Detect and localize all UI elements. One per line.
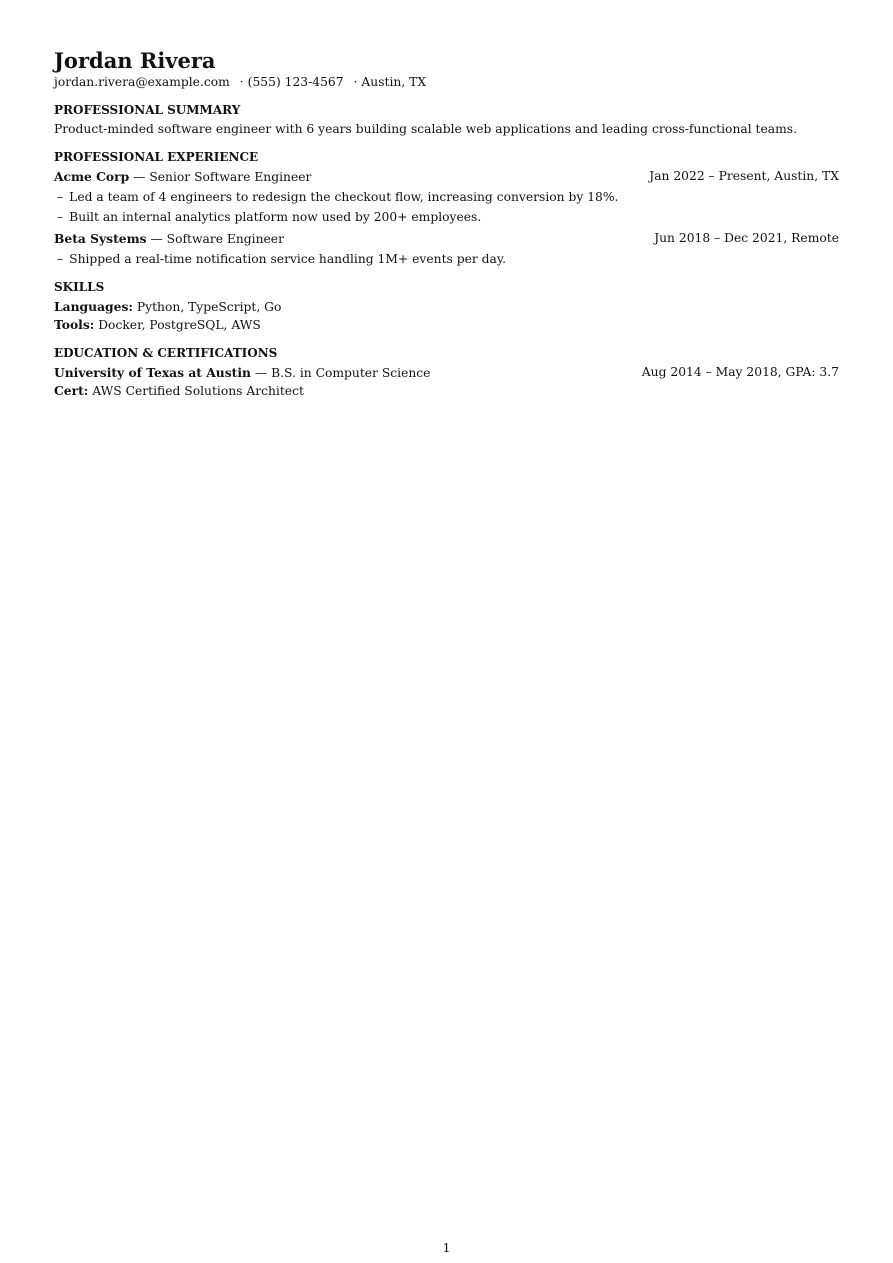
job-dates: Jan 2022 – Present, Austin, TX [649,169,839,183]
job-title-line [54,230,284,248]
job-bullet [54,209,839,226]
skills-languages [54,298,839,316]
job-title-line [54,168,311,186]
contact-separator: · [353,75,358,89]
skills-tools [54,316,839,334]
job-role: — Senior Software Engineer [129,170,312,184]
skills-heading: SKILLS [54,280,105,294]
contact-phone: (555) 123-4567 [247,75,344,89]
education-title-line [54,364,430,382]
certification-line [54,382,839,400]
bullet-text: Led a team of 4 engineers to redesign the checkout flow, increasing conversion by 18%. [69,190,619,204]
job-bullet [54,189,839,206]
education-dates: Aug 2014 – May 2018, GPA: 3.7 [641,365,839,379]
cert-label: Cert: [54,383,89,398]
bullet-text: Shipped a real-time notification service handling 1M+ events per day. [69,252,507,266]
bullet-dash: – [57,252,64,266]
bullet-text: Built an internal analytics platform now used by 200+ employees. [69,210,482,224]
job-company: Beta Systems [54,231,147,246]
skills-languages-value: Python, TypeScript, Go [132,300,282,314]
summary-text: Product-minded software engineer with 6 years building scalable web applications and leading cross-functional teams. [54,122,797,136]
contact-line [54,74,839,91]
education-school: University of Texas at Austin [54,365,251,380]
summary-heading: PROFESSIONAL SUMMARY [54,103,241,117]
candidate-name: Jordan Rivera [54,48,216,73]
page-number: 1 [442,1241,451,1255]
education-degree: — B.S. in Computer Science [250,366,431,380]
cert-value: AWS Certified Solutions Architect [88,384,304,398]
skills-tools-value: Docker, PostgreSQL, AWS [94,318,261,332]
job-dates: Jun 2018 – Dec 2021, Remote [654,231,839,245]
contact-email: jordan.rivera@example.com [54,75,230,89]
job-header [54,230,839,248]
contact-location: Austin, TX [361,75,427,89]
job-company: Acme Corp [54,169,130,184]
bullet-dash: – [57,210,64,224]
contact-separator: · [239,75,244,89]
job-role: — Software Engineer [146,232,284,246]
job-bullet [54,251,839,268]
resume-page [54,48,839,400]
experience-heading: PROFESSIONAL EXPERIENCE [54,150,259,164]
education-heading: EDUCATION & CERTIFICATIONS [54,346,278,360]
skills-languages-label: Languages: [54,299,133,314]
job-header [54,168,839,186]
bullet-dash: – [57,190,64,204]
education-row [54,364,839,382]
skills-tools-label: Tools: [54,317,95,332]
